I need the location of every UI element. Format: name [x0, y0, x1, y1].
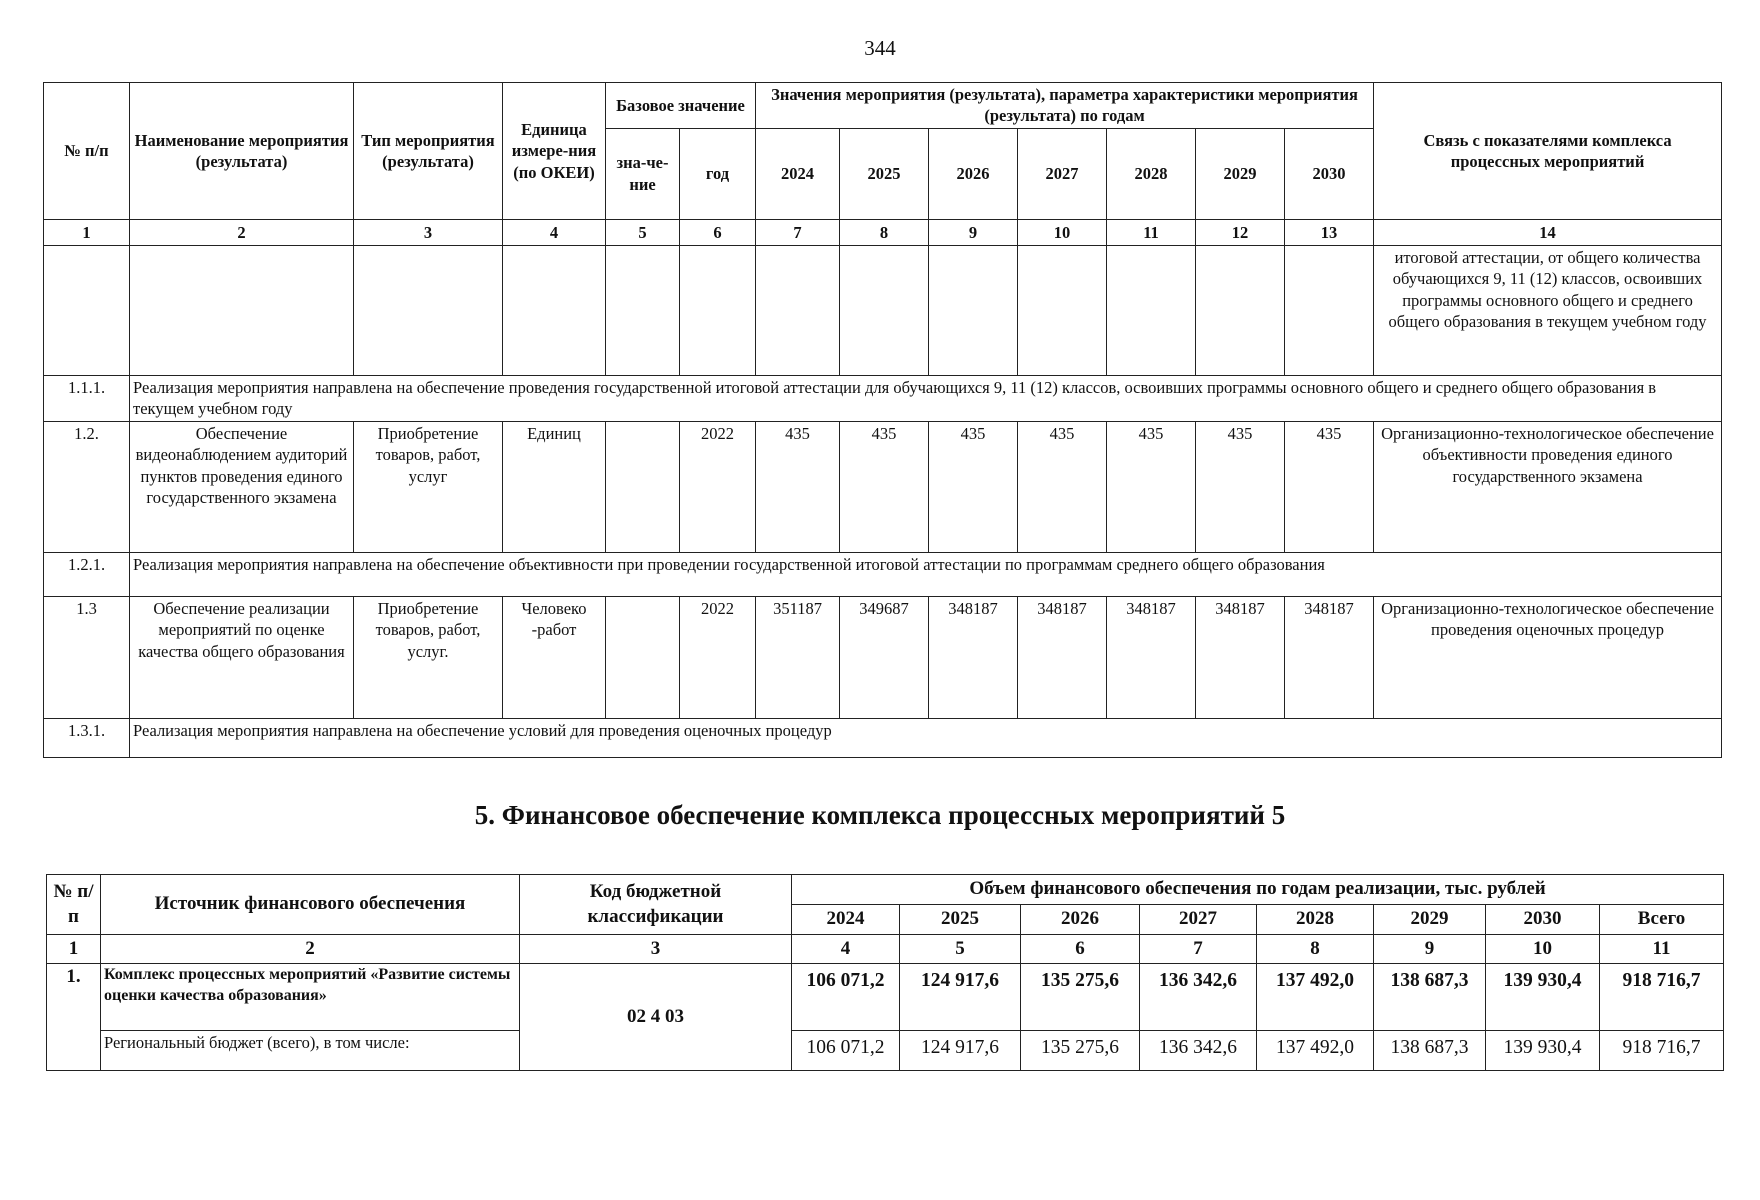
- row-link: Организационно-технологическое обеспечение объективности проведения единого государственного экзамена: [1374, 421, 1722, 552]
- row-value: 348187: [929, 596, 1018, 718]
- row-description: Реализация мероприятия направлена на обеспечение объективности при проведении государственной итоговой аттестации по программам среднего общего образования: [130, 552, 1722, 596]
- table-row: [44, 375, 1722, 421]
- page-number: 344: [864, 36, 896, 60]
- col-number: 8: [840, 219, 929, 245]
- row-link: Организационно-технологическое обеспечение проведения оценочных процедур: [1374, 596, 1722, 718]
- fin-header-code: Код бюджетной классификации: [520, 875, 792, 935]
- row-type: Приобретение товаров, работ, услуг: [354, 421, 503, 552]
- fin-header-year: 2024: [792, 905, 900, 935]
- header-num: № п/п: [44, 83, 130, 220]
- row-base-year: 2022: [680, 421, 756, 552]
- col-number: 1: [44, 219, 130, 245]
- row-num: 1.3: [44, 596, 130, 718]
- col-number: 11: [1600, 935, 1724, 964]
- row-num: 1.2.1.: [44, 552, 130, 596]
- row-base-year: 2022: [680, 596, 756, 718]
- col-number: 10: [1486, 935, 1600, 964]
- fin-header-volume: Объем финансового обеспечения по годам реализации, тыс. рублей: [792, 875, 1724, 905]
- row-num: 1.3.1.: [44, 718, 130, 757]
- fin-value: 124 917,6: [900, 1031, 1021, 1071]
- header-link: Связь с показателями комплекса процессных мероприятий: [1374, 83, 1722, 220]
- row-value: 348187: [1018, 596, 1107, 718]
- col-number: 5: [606, 219, 680, 245]
- table-row: [44, 552, 1722, 596]
- fin-value: 137 492,0: [1257, 964, 1374, 1031]
- section-title: 5. Финансовое обеспечение комплекса процессных мероприятий 5: [474, 800, 1286, 830]
- fin-header-year: 2029: [1374, 905, 1486, 935]
- header-base: Базовое значение: [606, 83, 756, 129]
- row-value: 435: [1285, 421, 1374, 552]
- fin-header-year: 2030: [1486, 905, 1600, 935]
- col-number: 1: [47, 935, 101, 964]
- col-number: 12: [1196, 219, 1285, 245]
- header-year: 2028: [1107, 128, 1196, 219]
- row-base-value: [606, 596, 680, 718]
- fin-header-source: Источник финансового обеспечения: [101, 875, 520, 935]
- row-unit: Единиц: [503, 421, 606, 552]
- col-number: 2: [101, 935, 520, 964]
- row-name: Обеспечение видеонаблюдением аудиторий пунктов проведения единого государственного экзамена: [130, 421, 354, 552]
- fin-value: 106 071,2: [792, 1031, 900, 1071]
- row-description: Реализация мероприятия направлена на обеспечение условий для проведения оценочных процедур: [130, 718, 1722, 757]
- header-year: 2027: [1018, 128, 1107, 219]
- col-number: 3: [520, 935, 792, 964]
- fin-value: 918 716,7: [1600, 1031, 1724, 1071]
- col-number: 3: [354, 219, 503, 245]
- fin-row-name: Комплекс процессных мероприятий «Развитие системы оценки качества образования»: [101, 964, 520, 1031]
- row-value: 348187: [1285, 596, 1374, 718]
- fin-column-numbers-row: [47, 935, 1724, 964]
- header-name: Наименование мероприятия (результата): [130, 83, 354, 220]
- col-number: 9: [1374, 935, 1486, 964]
- fin-row-code: 02 4 03: [520, 964, 792, 1071]
- header-year: 2029: [1196, 128, 1285, 219]
- header-type: Тип мероприятия (результата): [354, 83, 503, 220]
- col-number: 7: [1140, 935, 1257, 964]
- row-value: 435: [1107, 421, 1196, 552]
- fin-header-year: 2027: [1140, 905, 1257, 935]
- header-unit: Единица измере-ния (по ОКЕИ): [503, 83, 606, 220]
- fin-header-year: 2026: [1021, 905, 1140, 935]
- row-value: 435: [756, 421, 840, 552]
- fin-header-year: 2028: [1257, 905, 1374, 935]
- fin-row-num: 1.: [47, 964, 101, 1071]
- col-number: 4: [503, 219, 606, 245]
- row-base-value: [606, 421, 680, 552]
- col-number: 5: [900, 935, 1021, 964]
- row-value: 349687: [840, 596, 929, 718]
- row-value: 435: [1196, 421, 1285, 552]
- fin-value: 135 275,6: [1021, 1031, 1140, 1071]
- col-number: 11: [1107, 219, 1196, 245]
- fin-value: 139 930,4: [1486, 964, 1600, 1031]
- fin-value: 136 342,6: [1140, 964, 1257, 1031]
- fin-value: 137 492,0: [1257, 1031, 1374, 1071]
- col-number: 10: [1018, 219, 1107, 245]
- row-num: 1.1.1.: [44, 375, 130, 421]
- fin-header-num: № п/п: [47, 875, 101, 935]
- fin-value: 138 687,3: [1374, 1031, 1486, 1071]
- fin-value: 124 917,6: [900, 964, 1021, 1031]
- row-value: 435: [1018, 421, 1107, 552]
- table-row: [47, 1031, 1724, 1071]
- row-description: Реализация мероприятия направлена на обеспечение проведения государственной итоговой аттестации для обучающихся 9, 11 (12) классов, освоивших программы основного общего и среднего общего образования в текущем учебном году: [130, 375, 1722, 421]
- row-unit: Человеко -работ: [503, 596, 606, 718]
- col-number: 2: [130, 219, 354, 245]
- header-values: Значения мероприятия (результата), параметра характеристики мероприятия (результата) по годам: [756, 83, 1374, 129]
- row-type: Приобретение товаров, работ, услуг.: [354, 596, 503, 718]
- table-row: [44, 718, 1722, 757]
- fin-header-total: Всего: [1600, 905, 1724, 935]
- col-number: 8: [1257, 935, 1374, 964]
- row-value: 435: [840, 421, 929, 552]
- table-row: [44, 596, 1722, 718]
- row-name: Обеспечение реализации мероприятий по оценке качества общего образования: [130, 596, 354, 718]
- col-number: 9: [929, 219, 1018, 245]
- continuation-link-text: итоговой аттестации, от общего количества обучающихся 9, 11 (12) классов, освоивших программы основного общего и среднего общего образования в текущем учебном году: [1374, 245, 1722, 375]
- table-row: [44, 421, 1722, 552]
- row-num: 1.2.: [44, 421, 130, 552]
- fin-value: 138 687,3: [1374, 964, 1486, 1031]
- header-base-value: зна-че-ние: [606, 128, 680, 219]
- fin-row-name: Региональный бюджет (всего), в том числе:: [101, 1031, 520, 1071]
- continuation-row: [44, 245, 1722, 375]
- row-value: 348187: [1196, 596, 1285, 718]
- financing-table: [46, 874, 1724, 1071]
- fin-value: 139 930,4: [1486, 1031, 1600, 1071]
- fin-value: 106 071,2: [792, 964, 900, 1031]
- header-year: 2025: [840, 128, 929, 219]
- header-base-year: год: [680, 128, 756, 219]
- column-numbers-row: [44, 219, 1722, 245]
- header-year: 2024: [756, 128, 840, 219]
- col-number: 13: [1285, 219, 1374, 245]
- header-year: 2030: [1285, 128, 1374, 219]
- fin-value: 135 275,6: [1021, 964, 1140, 1031]
- fin-value: 136 342,6: [1140, 1031, 1257, 1071]
- fin-value: 918 716,7: [1600, 964, 1724, 1031]
- col-number: 7: [756, 219, 840, 245]
- table-row: [47, 964, 1724, 1031]
- fin-header-year: 2025: [900, 905, 1021, 935]
- col-number: 14: [1374, 219, 1722, 245]
- row-value: 348187: [1107, 596, 1196, 718]
- activities-table: [43, 82, 1722, 758]
- col-number: 4: [792, 935, 900, 964]
- row-value: 435: [929, 421, 1018, 552]
- row-value: 351187: [756, 596, 840, 718]
- col-number: 6: [1021, 935, 1140, 964]
- header-year: 2026: [929, 128, 1018, 219]
- col-number: 6: [680, 219, 756, 245]
